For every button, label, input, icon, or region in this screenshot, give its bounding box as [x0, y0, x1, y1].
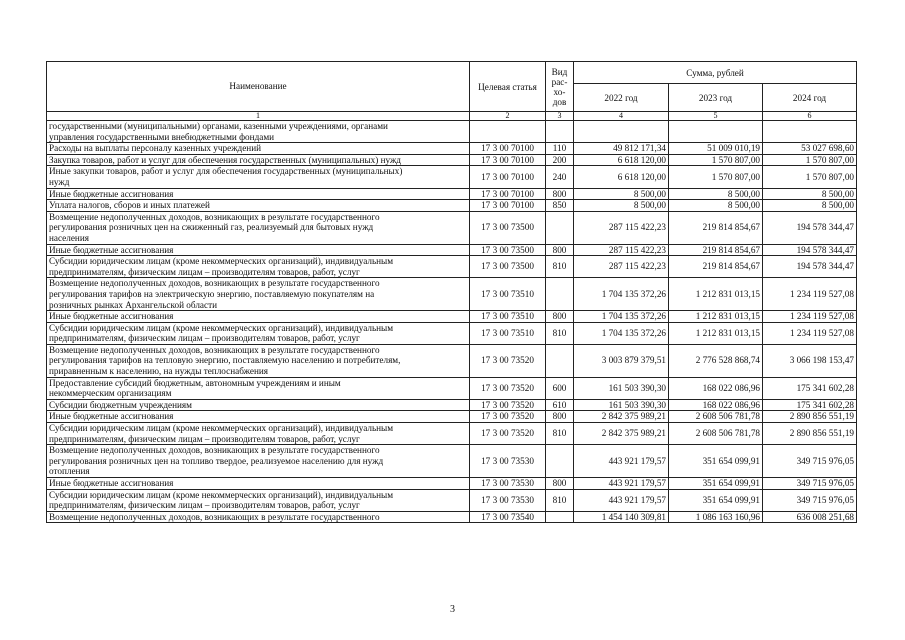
row-amount-2022: 6 618 120,00	[574, 166, 669, 188]
row-name	[47, 377, 470, 399]
row-name	[47, 154, 470, 166]
row-expense-type	[546, 511, 574, 523]
row-name-line: отопления	[49, 466, 90, 477]
row-amount-2023	[669, 121, 763, 143]
table-row	[47, 489, 857, 511]
row-name	[47, 244, 470, 256]
row-target-article: 17 3 00 73500	[470, 244, 546, 256]
row-name	[47, 311, 470, 323]
row-amount-2023: 168 022 086,96	[669, 377, 763, 399]
row-amount-2024: 8 500,00	[763, 200, 857, 212]
row-target-article: 17 3 00 73510	[470, 278, 546, 311]
column-number: 1	[47, 112, 470, 121]
row-target-article: 17 3 00 70100	[470, 188, 546, 200]
row-amount-2022: 6 618 120,00	[574, 154, 669, 166]
header-name: Наименование	[47, 62, 470, 112]
table-body	[47, 121, 857, 523]
table-row	[47, 322, 857, 344]
table-row	[47, 311, 857, 323]
row-name	[47, 143, 470, 155]
row-expense-type: 800	[546, 478, 574, 490]
row-name	[47, 399, 470, 411]
row-target-article	[470, 121, 546, 143]
row-amount-2023: 219 814 854,67	[669, 211, 763, 244]
row-expense-type: 850	[546, 200, 574, 212]
row-amount-2023: 51 009 010,19	[669, 143, 763, 155]
row-name-line: розничных рынках Архангельской области	[49, 299, 218, 310]
column-number: 2	[470, 112, 546, 121]
row-name-line: Иные бюджетные ассигнования	[49, 244, 174, 255]
row-name-line: Субсидии юридическим лицам (кроме некоммерческих организаций), индивидуальным	[49, 256, 394, 267]
row-name-line: приравненным к населению, на нужды теплоснабжения	[49, 366, 268, 377]
row-expense-type: 810	[546, 256, 574, 278]
table-row	[47, 278, 857, 311]
row-amount-2023: 1 212 831 013,15	[669, 311, 763, 323]
row-name	[47, 278, 470, 311]
table-row	[47, 154, 857, 166]
row-expense-type	[546, 211, 574, 244]
row-name	[47, 166, 470, 188]
row-amount-2022: 1 704 135 372,26	[574, 278, 669, 311]
row-target-article: 17 3 00 70100	[470, 154, 546, 166]
row-target-article: 17 3 00 73530	[470, 489, 546, 511]
row-name-line: Возмещение недополученных доходов, возникающих в результате государственного	[49, 344, 380, 355]
row-amount-2022: 287 115 422,23	[574, 256, 669, 278]
row-name-line: Субсидии юридическим лицам (кроме некоммерческих организаций), индивидуальным	[49, 322, 394, 333]
header-sum: Сумма, рублей	[574, 62, 857, 84]
row-amount-2024	[763, 121, 857, 143]
row-target-article: 17 3 00 70100	[470, 143, 546, 155]
row-expense-type: 800	[546, 411, 574, 423]
column-number: 5	[669, 112, 763, 121]
row-amount-2023: 219 814 854,67	[669, 244, 763, 256]
row-name-line: Закупка товаров, работ и услуг для обеспечения государственных (муниципальных) нужд	[49, 154, 401, 165]
table-row	[47, 377, 857, 399]
row-name-line: регулирования тарифов на тепловую энергию, поставляемую населению и потребителям,	[49, 355, 401, 366]
row-amount-2022: 1 704 135 372,26	[574, 322, 669, 344]
row-amount-2023: 1 212 831 013,15	[669, 322, 763, 344]
row-amount-2022: 443 921 179,57	[574, 445, 669, 478]
row-target-article: 17 3 00 70100	[470, 200, 546, 212]
row-expense-type: 600	[546, 377, 574, 399]
table-row	[47, 344, 857, 377]
row-amount-2023: 351 654 099,91	[669, 489, 763, 511]
row-amount-2024: 1 570 807,00	[763, 166, 857, 188]
row-amount-2024: 8 500,00	[763, 188, 857, 200]
row-expense-type	[546, 344, 574, 377]
column-number: 6	[763, 112, 857, 121]
row-target-article: 17 3 00 73500	[470, 211, 546, 244]
row-expense-type: 800	[546, 244, 574, 256]
row-expense-type: 810	[546, 489, 574, 511]
row-name	[47, 423, 470, 445]
row-amount-2022: 3 003 879 379,51	[574, 344, 669, 377]
row-amount-2024: 1 234 119 527,08	[763, 278, 857, 311]
row-name-line: нужд	[49, 176, 70, 187]
row-target-article: 17 3 00 73520	[470, 399, 546, 411]
row-target-article: 17 3 00 73520	[470, 411, 546, 423]
row-amount-2024: 194 578 344,47	[763, 256, 857, 278]
row-amount-2024: 349 715 976,05	[763, 445, 857, 478]
row-amount-2022: 443 921 179,57	[574, 489, 669, 511]
page-number: 3	[450, 604, 455, 615]
row-amount-2023: 1 212 831 013,15	[669, 278, 763, 311]
row-name-line: Иные закупки товаров, работ и услуг для обеспечения государственных (муниципальных)	[49, 166, 403, 177]
table-row	[47, 445, 857, 478]
row-amount-2024: 349 715 976,05	[763, 489, 857, 511]
row-amount-2024: 175 341 602,28	[763, 377, 857, 399]
row-amount-2022: 287 115 422,23	[574, 244, 669, 256]
table-row	[47, 423, 857, 445]
row-name-line: Субсидии юридическим лицам (кроме некоммерческих организаций), индивидуальным	[49, 423, 394, 434]
row-name	[47, 511, 470, 523]
row-amount-2022: 161 503 390,30	[574, 399, 669, 411]
row-amount-2023: 2 776 528 868,74	[669, 344, 763, 377]
row-amount-2024: 349 715 976,05	[763, 478, 857, 490]
row-target-article: 17 3 00 73510	[470, 311, 546, 323]
row-expense-type: 200	[546, 154, 574, 166]
table-row	[47, 121, 857, 143]
row-amount-2024: 636 008 251,68	[763, 511, 857, 523]
row-name-line: регулирования розничных цен на топливо твердое, реализуемое населению для нужд	[49, 455, 384, 466]
row-name-line: Возмещение недополученных доходов, возникающих в результате государственного	[49, 445, 380, 456]
row-name	[47, 411, 470, 423]
table-row	[47, 399, 857, 411]
row-expense-type: 610	[546, 399, 574, 411]
row-name	[47, 188, 470, 200]
row-target-article: 17 3 00 73530	[470, 445, 546, 478]
row-amount-2022: 1 454 140 309,81	[574, 511, 669, 523]
row-target-article: 17 3 00 73500	[470, 256, 546, 278]
row-amount-2024: 3 066 198 153,47	[763, 344, 857, 377]
row-amount-2022	[574, 121, 669, 143]
row-amount-2024: 1 234 119 527,08	[763, 322, 857, 344]
row-name-line: Возмещение недополученных доходов, возникающих в результате государственного	[49, 511, 380, 522]
row-amount-2024: 175 341 602,28	[763, 399, 857, 411]
row-amount-2023: 351 654 099,91	[669, 478, 763, 490]
row-amount-2023: 8 500,00	[669, 188, 763, 200]
row-name-line: Иные бюджетные ассигнования	[49, 188, 174, 199]
row-name-line: предпринимателям, физическим лицам – производителям товаров, работ, услуг	[49, 333, 360, 344]
row-name-line: государственными (муниципальными) органами, казенными учреждениями, органами	[49, 121, 388, 131]
row-expense-type: 810	[546, 423, 574, 445]
table-row	[47, 188, 857, 200]
row-amount-2023: 2 608 506 781,78	[669, 411, 763, 423]
header-year-2024: 2024 год	[763, 84, 857, 112]
row-name-line: Субсидии юридическим лицам (кроме некоммерческих организаций), индивидуальным	[49, 489, 394, 500]
row-name-line: управления государственными внебюджетными фондами	[49, 131, 275, 142]
row-amount-2022: 161 503 390,30	[574, 377, 669, 399]
row-expense-type	[546, 445, 574, 478]
table-row	[47, 143, 857, 155]
header-year-2023: 2023 год	[669, 84, 763, 112]
row-amount-2022: 2 842 375 989,21	[574, 423, 669, 445]
row-name-line: предпринимателям, физическим лицам – производителям товаров, работ, услуг	[49, 266, 360, 277]
row-amount-2023: 168 022 086,96	[669, 399, 763, 411]
table-row	[47, 511, 857, 523]
row-name-line: Иные бюджетные ассигнования	[49, 311, 174, 322]
row-target-article: 17 3 00 73540	[470, 511, 546, 523]
row-expense-type: 810	[546, 322, 574, 344]
row-name-line: предпринимателям, физическим лицам – производителям товаров, работ, услуг	[49, 433, 360, 444]
table-row	[47, 200, 857, 212]
row-amount-2023: 8 500,00	[669, 200, 763, 212]
row-amount-2022: 287 115 422,23	[574, 211, 669, 244]
row-amount-2022: 1 704 135 372,26	[574, 311, 669, 323]
table-row	[47, 411, 857, 423]
header-year-2022: 2022 год	[574, 84, 669, 112]
row-expense-type	[546, 278, 574, 311]
row-name-line: населения	[49, 232, 89, 243]
row-amount-2024: 194 578 344,47	[763, 211, 857, 244]
row-target-article: 17 3 00 73510	[470, 322, 546, 344]
row-target-article: 17 3 00 70100	[470, 166, 546, 188]
table-row	[47, 478, 857, 490]
row-name-line: Уплата налогов, сборов и иных платежей	[49, 200, 210, 211]
row-name-line: Иные бюджетные ассигнования	[49, 478, 174, 488]
table-row	[47, 244, 857, 256]
row-target-article: 17 3 00 73520	[470, 377, 546, 399]
row-amount-2024: 1 570 807,00	[763, 154, 857, 166]
column-number-row	[47, 112, 857, 121]
row-name-line: некоммерческим организациям	[49, 388, 172, 399]
row-amount-2022: 2 842 375 989,21	[574, 411, 669, 423]
row-name-line: регулирования розничных цен на сжиженный газ, реализуемый для бытовых нужд	[49, 222, 374, 233]
row-name-line: Предоставление субсидий бюджетным, автономным учреждениям и иным	[49, 377, 341, 388]
row-amount-2022: 8 500,00	[574, 200, 669, 212]
column-number: 4	[574, 112, 669, 121]
row-amount-2022: 443 921 179,57	[574, 478, 669, 490]
budget-table	[46, 61, 857, 523]
row-name	[47, 322, 470, 344]
row-expense-type: 110	[546, 143, 574, 155]
row-amount-2023: 1 570 807,00	[669, 154, 763, 166]
row-amount-2023: 351 654 099,91	[669, 445, 763, 478]
row-amount-2023: 219 814 854,67	[669, 256, 763, 278]
row-amount-2024: 2 890 856 551,19	[763, 411, 857, 423]
row-name	[47, 256, 470, 278]
row-amount-2024: 53 027 698,60	[763, 143, 857, 155]
column-number: 3	[546, 112, 574, 121]
row-name-line: регулирования тарифов на электрическую энергию, поставляемую покупателям на	[49, 288, 375, 299]
table-row	[47, 166, 857, 188]
row-amount-2024: 1 234 119 527,08	[763, 311, 857, 323]
row-amount-2023: 1 086 163 160,96	[669, 511, 763, 523]
table-row	[47, 256, 857, 278]
row-amount-2024: 194 578 344,47	[763, 244, 857, 256]
row-name	[47, 344, 470, 377]
row-name	[47, 200, 470, 212]
row-name	[47, 489, 470, 511]
row-target-article: 17 3 00 73520	[470, 344, 546, 377]
row-name-line: Субсидии бюджетным учреждениям	[49, 399, 192, 410]
row-name-line: Возмещение недополученных доходов, возникающих в результате государственного	[49, 211, 380, 222]
row-name-line: Возмещение недополученных доходов, возникающих в результате государственного	[49, 278, 380, 289]
row-expense-type: 240	[546, 166, 574, 188]
row-name	[47, 445, 470, 478]
header-expense-type: Вид рас- хо- дов	[546, 62, 574, 112]
row-amount-2023: 1 570 807,00	[669, 166, 763, 188]
row-amount-2022: 49 812 171,34	[574, 143, 669, 155]
row-name-line: предпринимателям, физическим лицам – производителям товаров, работ, услуг	[49, 500, 360, 511]
row-target-article: 17 3 00 73530	[470, 478, 546, 490]
row-name	[47, 211, 470, 244]
row-name-line: Иные бюджетные ассигнования	[49, 411, 174, 422]
row-name-line: Расходы на выплаты персоналу казенных учреждений	[49, 143, 262, 154]
row-target-article: 17 3 00 73520	[470, 423, 546, 445]
row-amount-2023: 2 608 506 781,78	[669, 423, 763, 445]
row-amount-2024: 2 890 856 551,19	[763, 423, 857, 445]
row-expense-type	[546, 121, 574, 143]
row-amount-2022: 8 500,00	[574, 188, 669, 200]
header-target-article: Целевая статья	[470, 62, 546, 112]
row-expense-type: 800	[546, 188, 574, 200]
table-header	[47, 62, 857, 121]
row-expense-type: 800	[546, 311, 574, 323]
row-name	[47, 121, 470, 143]
row-name	[47, 478, 470, 490]
table-row	[47, 211, 857, 244]
